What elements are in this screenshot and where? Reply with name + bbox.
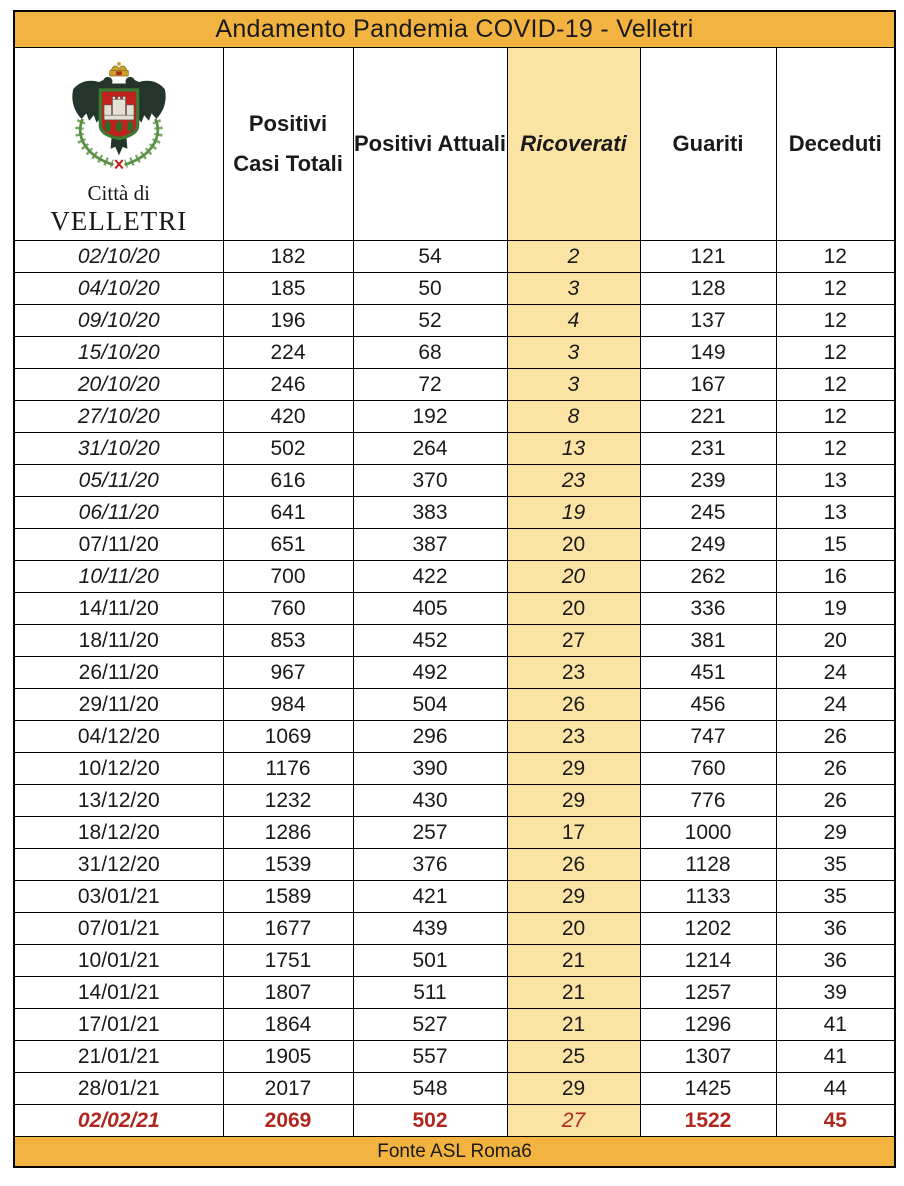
value-cell: 50 (353, 273, 507, 305)
value-cell: 853 (223, 625, 353, 657)
value-cell: 15 (776, 529, 895, 561)
date-cell: 05/11/20 (14, 465, 223, 497)
value-cell: 257 (353, 817, 507, 849)
table-row (14, 689, 895, 721)
date-cell: 10/01/21 (14, 945, 223, 977)
table-row (14, 1073, 895, 1105)
table-row (14, 1105, 895, 1137)
footer-row (14, 1137, 895, 1168)
coat-of-arms-icon (63, 57, 175, 179)
value-cell: 13 (776, 465, 895, 497)
value-cell: 1296 (640, 1009, 776, 1041)
table-row (14, 721, 895, 753)
date-cell: 10/11/20 (14, 561, 223, 593)
date-cell: 21/01/21 (14, 1041, 223, 1073)
table-row (14, 529, 895, 561)
value-cell: 12 (776, 369, 895, 401)
value-cell: 245 (640, 497, 776, 529)
value-cell: 452 (353, 625, 507, 657)
value-cell: 1232 (223, 785, 353, 817)
value-cell: 1128 (640, 849, 776, 881)
date-cell: 02/02/21 (14, 1105, 223, 1137)
value-cell: 167 (640, 369, 776, 401)
table-row (14, 369, 895, 401)
table-row (14, 657, 895, 689)
value-cell: 511 (353, 977, 507, 1009)
table-row (14, 1009, 895, 1041)
value-cell: 264 (353, 433, 507, 465)
value-cell: 548 (353, 1073, 507, 1105)
value-cell: 1286 (223, 817, 353, 849)
ricoverati-cell: 27 (507, 625, 640, 657)
value-cell: 451 (640, 657, 776, 689)
value-cell: 1425 (640, 1073, 776, 1105)
ricoverati-cell: 26 (507, 849, 640, 881)
value-cell: 747 (640, 721, 776, 753)
value-cell: 2069 (223, 1105, 353, 1137)
value-cell: 1751 (223, 945, 353, 977)
value-cell: 504 (353, 689, 507, 721)
covid-data-table (13, 10, 896, 1168)
value-cell: 26 (776, 785, 895, 817)
value-cell: 1589 (223, 881, 353, 913)
value-cell: 776 (640, 785, 776, 817)
value-cell: 224 (223, 337, 353, 369)
date-cell: 04/12/20 (14, 721, 223, 753)
ricoverati-cell: 17 (507, 817, 640, 849)
value-cell: 41 (776, 1009, 895, 1041)
trees-icon (105, 121, 133, 132)
date-cell: 04/10/20 (14, 273, 223, 305)
value-cell: 1905 (223, 1041, 353, 1073)
ricoverati-cell: 25 (507, 1041, 640, 1073)
col-header-positivi-casi-totali: Positivi Casi Totali (223, 48, 353, 241)
date-cell: 07/01/21 (14, 913, 223, 945)
table-row (14, 945, 895, 977)
value-cell: 1214 (640, 945, 776, 977)
value-cell: 405 (353, 593, 507, 625)
value-cell: 439 (353, 913, 507, 945)
value-cell: 527 (353, 1009, 507, 1041)
value-cell: 1000 (640, 817, 776, 849)
value-cell: 376 (353, 849, 507, 881)
ribbon-icon (115, 160, 122, 168)
value-cell: 1176 (223, 753, 353, 785)
table-row (14, 433, 895, 465)
date-cell: 28/01/21 (14, 1073, 223, 1105)
table-row (14, 497, 895, 529)
table-row (14, 817, 895, 849)
table-row (14, 913, 895, 945)
date-cell: 29/11/20 (14, 689, 223, 721)
ricoverati-cell: 26 (507, 689, 640, 721)
date-cell: 17/01/21 (14, 1009, 223, 1041)
col-header-deceduti: Deceduti (776, 48, 895, 241)
date-cell: 27/10/20 (14, 401, 223, 433)
table-row (14, 593, 895, 625)
value-cell: 39 (776, 977, 895, 1009)
shield-icon (100, 90, 137, 139)
value-cell: 502 (223, 433, 353, 465)
ricoverati-cell: 23 (507, 721, 640, 753)
value-cell: 41 (776, 1041, 895, 1073)
date-cell: 31/10/20 (14, 433, 223, 465)
value-cell: 381 (640, 625, 776, 657)
value-cell: 72 (353, 369, 507, 401)
value-cell: 1807 (223, 977, 353, 1009)
table-row (14, 881, 895, 913)
date-cell: 18/12/20 (14, 817, 223, 849)
value-cell: 19 (776, 593, 895, 625)
value-cell: 246 (223, 369, 353, 401)
date-cell: 20/10/20 (14, 369, 223, 401)
value-cell: 221 (640, 401, 776, 433)
value-cell: 641 (223, 497, 353, 529)
value-cell: 185 (223, 273, 353, 305)
value-cell: 456 (640, 689, 776, 721)
value-cell: 1677 (223, 913, 353, 945)
value-cell: 137 (640, 305, 776, 337)
value-cell: 26 (776, 721, 895, 753)
table-row (14, 785, 895, 817)
value-cell: 492 (353, 657, 507, 689)
table-row (14, 465, 895, 497)
value-cell: 231 (640, 433, 776, 465)
table-row (14, 753, 895, 785)
value-cell: 502 (353, 1105, 507, 1137)
ricoverati-cell: 3 (507, 273, 640, 305)
value-cell: 192 (353, 401, 507, 433)
value-cell: 26 (776, 753, 895, 785)
ricoverati-cell: 20 (507, 561, 640, 593)
ricoverati-cell: 29 (507, 1073, 640, 1105)
date-cell: 02/10/20 (14, 241, 223, 273)
ricoverati-cell: 13 (507, 433, 640, 465)
table-row (14, 273, 895, 305)
ricoverati-cell: 19 (507, 497, 640, 529)
value-cell: 387 (353, 529, 507, 561)
col-header-positivi-attuali: Positivi Attuali (353, 48, 507, 241)
date-cell: 10/12/20 (14, 753, 223, 785)
velletri-logo (15, 51, 223, 236)
source-footer: Fonte ASL Roma6 (14, 1137, 895, 1168)
table-row (14, 625, 895, 657)
value-cell: 1069 (223, 721, 353, 753)
value-cell: 44 (776, 1073, 895, 1105)
value-cell: 182 (223, 241, 353, 273)
table-row (14, 977, 895, 1009)
value-cell: 651 (223, 529, 353, 561)
value-cell: 420 (223, 401, 353, 433)
ricoverati-cell: 23 (507, 465, 640, 497)
value-cell: 35 (776, 881, 895, 913)
value-cell: 35 (776, 849, 895, 881)
value-cell: 557 (353, 1041, 507, 1073)
value-cell: 1522 (640, 1105, 776, 1137)
title-row (14, 11, 895, 48)
value-cell: 616 (223, 465, 353, 497)
logo-cell (14, 48, 223, 241)
value-cell: 1202 (640, 913, 776, 945)
value-cell: 12 (776, 401, 895, 433)
ricoverati-cell: 21 (507, 1009, 640, 1041)
ricoverati-cell: 20 (507, 913, 640, 945)
value-cell: 12 (776, 241, 895, 273)
value-cell: 249 (640, 529, 776, 561)
value-cell: 196 (223, 305, 353, 337)
date-cell: 18/11/20 (14, 625, 223, 657)
value-cell: 16 (776, 561, 895, 593)
date-cell: 06/11/20 (14, 497, 223, 529)
value-cell: 1307 (640, 1041, 776, 1073)
table-row (14, 305, 895, 337)
ricoverati-cell: 3 (507, 369, 640, 401)
value-cell: 501 (353, 945, 507, 977)
value-cell: 967 (223, 657, 353, 689)
value-cell: 36 (776, 913, 895, 945)
value-cell: 336 (640, 593, 776, 625)
value-cell: 1539 (223, 849, 353, 881)
ricoverati-cell: 3 (507, 337, 640, 369)
value-cell: 984 (223, 689, 353, 721)
value-cell: 36 (776, 945, 895, 977)
value-cell: 1257 (640, 977, 776, 1009)
date-cell: 03/01/21 (14, 881, 223, 913)
date-cell: 13/12/20 (14, 785, 223, 817)
date-cell: 31/12/20 (14, 849, 223, 881)
value-cell: 13 (776, 497, 895, 529)
value-cell: 121 (640, 241, 776, 273)
value-cell: 296 (353, 721, 507, 753)
value-cell: 24 (776, 657, 895, 689)
value-cell: 262 (640, 561, 776, 593)
value-cell: 1133 (640, 881, 776, 913)
crown-icon (109, 62, 128, 76)
value-cell: 700 (223, 561, 353, 593)
value-cell: 239 (640, 465, 776, 497)
table-row (14, 561, 895, 593)
ricoverati-cell: 29 (507, 785, 640, 817)
ricoverati-cell: 4 (507, 305, 640, 337)
col-header-guariti: Guariti (640, 48, 776, 241)
value-cell: 45 (776, 1105, 895, 1137)
table-row (14, 401, 895, 433)
value-cell: 54 (353, 241, 507, 273)
ricoverati-cell: 2 (507, 241, 640, 273)
table-row (14, 849, 895, 881)
table-row (14, 337, 895, 369)
value-cell: 2017 (223, 1073, 353, 1105)
value-cell: 422 (353, 561, 507, 593)
value-cell: 12 (776, 337, 895, 369)
ricoverati-cell: 8 (507, 401, 640, 433)
logo-citta-text: Città di (87, 181, 150, 206)
table-row (14, 241, 895, 273)
value-cell: 430 (353, 785, 507, 817)
value-cell: 29 (776, 817, 895, 849)
col-header-ricoverati: Ricoverati (507, 48, 640, 241)
value-cell: 149 (640, 337, 776, 369)
logo-velletri-text: VELLETRI (50, 205, 188, 236)
value-cell: 760 (640, 753, 776, 785)
value-cell: 370 (353, 465, 507, 497)
page-title: Andamento Pandemia COVID-19 - Velletri (14, 11, 895, 48)
value-cell: 760 (223, 593, 353, 625)
date-cell: 09/10/20 (14, 305, 223, 337)
value-cell: 52 (353, 305, 507, 337)
ricoverati-cell: 27 (507, 1105, 640, 1137)
ricoverati-cell: 20 (507, 593, 640, 625)
value-cell: 12 (776, 305, 895, 337)
ricoverati-cell: 29 (507, 881, 640, 913)
ricoverati-cell: 20 (507, 529, 640, 561)
date-cell: 26/11/20 (14, 657, 223, 689)
ricoverati-cell: 21 (507, 945, 640, 977)
value-cell: 12 (776, 273, 895, 305)
value-cell: 383 (353, 497, 507, 529)
value-cell: 68 (353, 337, 507, 369)
value-cell: 20 (776, 625, 895, 657)
date-cell: 14/01/21 (14, 977, 223, 1009)
value-cell: 1864 (223, 1009, 353, 1041)
table-row (14, 1041, 895, 1073)
value-cell: 24 (776, 689, 895, 721)
date-cell: 07/11/20 (14, 529, 223, 561)
table-body (14, 241, 895, 1137)
ricoverati-cell: 29 (507, 753, 640, 785)
ricoverati-cell: 23 (507, 657, 640, 689)
ricoverati-cell: 21 (507, 977, 640, 1009)
value-cell: 390 (353, 753, 507, 785)
value-cell: 128 (640, 273, 776, 305)
value-cell: 421 (353, 881, 507, 913)
value-cell: 12 (776, 433, 895, 465)
date-cell: 14/11/20 (14, 593, 223, 625)
date-cell: 15/10/20 (14, 337, 223, 369)
column-header-row (14, 48, 895, 241)
